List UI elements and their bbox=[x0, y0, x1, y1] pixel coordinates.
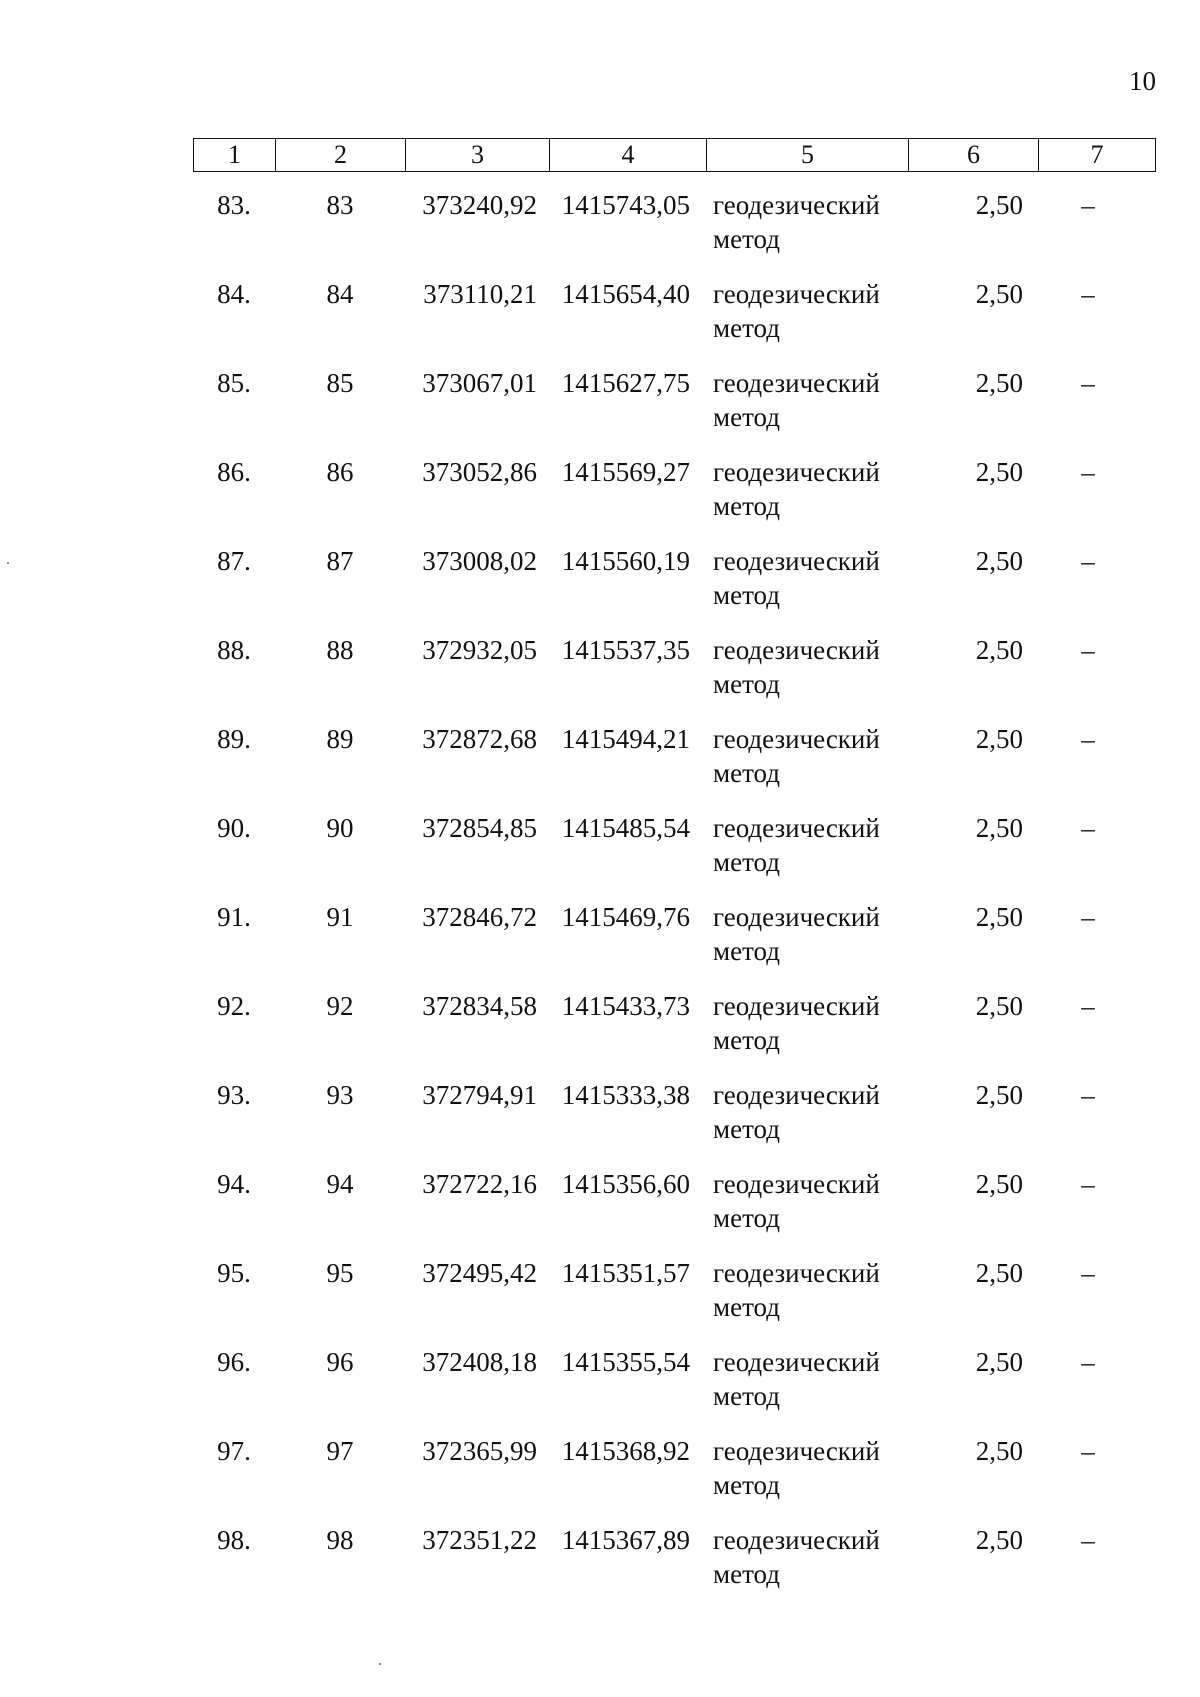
note: – bbox=[1081, 1169, 1095, 1199]
point-number: 83 bbox=[326, 190, 354, 220]
coordinate-x: 373240,92 bbox=[422, 190, 537, 220]
coordinate-x: 373052,86 bbox=[422, 457, 537, 487]
row-number: 88. bbox=[217, 635, 251, 665]
error-value: 2,50 bbox=[975, 1436, 1023, 1466]
row-number: 86. bbox=[217, 457, 251, 487]
table-row bbox=[193, 989, 1155, 1078]
coordinate-y: 1415333,38 bbox=[561, 1080, 690, 1110]
coordinate-y: 1415355,54 bbox=[561, 1347, 690, 1377]
error-value: 2,50 bbox=[975, 279, 1023, 309]
coordinate-x: 372495,42 bbox=[422, 1258, 537, 1288]
table-row bbox=[193, 1434, 1155, 1523]
error-value: 2,50 bbox=[975, 457, 1023, 487]
coordinate-y: 1415367,89 bbox=[561, 1525, 690, 1555]
row-number: 93. bbox=[217, 1080, 251, 1110]
row-number: 85. bbox=[217, 368, 251, 398]
error-value: 2,50 bbox=[975, 991, 1023, 1021]
point-number: 93 bbox=[326, 1080, 354, 1110]
coordinate-x: 372846,72 bbox=[422, 902, 537, 932]
coordinate-x: 372872,68 bbox=[422, 724, 537, 754]
coordinate-x: 373008,02 bbox=[422, 546, 537, 576]
coordinate-x: 372794,91 bbox=[422, 1080, 537, 1110]
coordinate-x: 372351,22 bbox=[422, 1525, 537, 1555]
table-row bbox=[193, 188, 1155, 277]
error-value: 2,50 bbox=[975, 635, 1023, 665]
note: – bbox=[1081, 1436, 1095, 1466]
coordinate-y: 1415368,92 bbox=[561, 1436, 690, 1466]
note: – bbox=[1081, 902, 1095, 932]
method: геодезический метод bbox=[713, 1347, 880, 1411]
coordinate-y: 1415560,19 bbox=[561, 546, 690, 576]
table-row bbox=[193, 455, 1155, 544]
coordinate-x: 372722,16 bbox=[422, 1169, 537, 1199]
error-value: 2,50 bbox=[975, 546, 1023, 576]
note: – bbox=[1081, 1347, 1095, 1377]
point-number: 89 bbox=[326, 724, 354, 754]
row-number: 89. bbox=[217, 724, 251, 754]
row-number: 83. bbox=[217, 190, 251, 220]
row-number: 87. bbox=[217, 546, 251, 576]
point-number: 84 bbox=[326, 279, 354, 309]
coordinate-x: 373110,21 bbox=[423, 279, 537, 309]
coordinate-y: 1415351,57 bbox=[561, 1258, 690, 1288]
method: геодезический метод bbox=[713, 1258, 880, 1322]
coordinate-x: 373067,01 bbox=[422, 368, 537, 398]
method: геодезический метод bbox=[713, 190, 880, 254]
table-row bbox=[193, 1078, 1155, 1167]
coordinate-y: 1415469,76 bbox=[561, 902, 690, 932]
method: геодезический метод bbox=[713, 635, 880, 699]
coordinate-y: 1415627,75 bbox=[561, 368, 690, 398]
note: – bbox=[1081, 1080, 1095, 1110]
note: – bbox=[1081, 724, 1095, 754]
row-number: 96. bbox=[217, 1347, 251, 1377]
point-number: 90 bbox=[326, 813, 354, 843]
coordinate-x: 372365,99 bbox=[422, 1436, 537, 1466]
header-col-6: 6 bbox=[909, 139, 1039, 172]
coordinates-table-body bbox=[193, 188, 1155, 1612]
method: геодезический метод bbox=[713, 279, 880, 343]
method: геодезический метод bbox=[713, 1525, 880, 1589]
row-number: 95. bbox=[217, 1258, 251, 1288]
coordinate-x: 372932,05 bbox=[422, 635, 537, 665]
table-row bbox=[193, 366, 1155, 455]
error-value: 2,50 bbox=[975, 902, 1023, 932]
scan-speck bbox=[7, 562, 9, 564]
table-row bbox=[193, 900, 1155, 989]
point-number: 96 bbox=[326, 1347, 354, 1377]
point-number: 95 bbox=[326, 1258, 354, 1288]
note: – bbox=[1081, 635, 1095, 665]
note: – bbox=[1081, 368, 1095, 398]
method: геодезический метод bbox=[713, 1169, 880, 1233]
header-col-2: 2 bbox=[276, 139, 406, 172]
error-value: 2,50 bbox=[975, 1169, 1023, 1199]
coordinate-x: 372834,58 bbox=[422, 991, 537, 1021]
method: геодезический метод bbox=[713, 813, 880, 877]
row-number: 94. bbox=[217, 1169, 251, 1199]
table-row bbox=[193, 1167, 1155, 1256]
row-number: 90. bbox=[217, 813, 251, 843]
error-value: 2,50 bbox=[975, 813, 1023, 843]
point-number: 94 bbox=[326, 1169, 354, 1199]
row-number: 91. bbox=[217, 902, 251, 932]
error-value: 2,50 bbox=[975, 1525, 1023, 1555]
note: – bbox=[1081, 190, 1095, 220]
header-col-7: 7 bbox=[1039, 139, 1156, 172]
point-number: 88 bbox=[326, 635, 354, 665]
method: геодезический метод bbox=[713, 457, 880, 521]
header-col-3: 3 bbox=[406, 139, 550, 172]
point-number: 91 bbox=[326, 902, 354, 932]
coordinate-y: 1415485,54 bbox=[561, 813, 690, 843]
table-row bbox=[193, 633, 1155, 722]
note: – bbox=[1081, 279, 1095, 309]
table-row bbox=[193, 277, 1155, 366]
coordinate-x: 372854,85 bbox=[422, 813, 537, 843]
coordinate-y: 1415537,35 bbox=[561, 635, 690, 665]
method: геодезический метод bbox=[713, 991, 880, 1055]
row-number: 84. bbox=[217, 279, 251, 309]
method: геодезический метод bbox=[713, 724, 880, 788]
column-number-header bbox=[193, 138, 1156, 172]
page-number: 10 bbox=[1129, 66, 1156, 96]
table-row bbox=[193, 1345, 1155, 1434]
point-number: 98 bbox=[326, 1525, 354, 1555]
table-row bbox=[193, 1523, 1155, 1612]
note: – bbox=[1081, 457, 1095, 487]
coordinate-y: 1415654,40 bbox=[561, 279, 690, 309]
error-value: 2,50 bbox=[975, 724, 1023, 754]
method: геодезический метод bbox=[713, 902, 880, 966]
coordinate-y: 1415743,05 bbox=[561, 190, 690, 220]
point-number: 97 bbox=[326, 1436, 354, 1466]
note: – bbox=[1081, 546, 1095, 576]
method: геодезический метод bbox=[713, 368, 880, 432]
header-row bbox=[194, 139, 1156, 172]
note: – bbox=[1081, 1525, 1095, 1555]
point-number: 86 bbox=[326, 457, 354, 487]
error-value: 2,50 bbox=[975, 190, 1023, 220]
error-value: 2,50 bbox=[975, 1347, 1023, 1377]
note: – bbox=[1081, 813, 1095, 843]
coordinate-y: 1415433,73 bbox=[561, 991, 690, 1021]
row-number: 98. bbox=[217, 1525, 251, 1555]
point-number: 92 bbox=[326, 991, 354, 1021]
error-value: 2,50 bbox=[975, 1080, 1023, 1110]
header-col-5: 5 bbox=[707, 139, 909, 172]
note: – bbox=[1081, 991, 1095, 1021]
note: – bbox=[1081, 1258, 1095, 1288]
point-number: 87 bbox=[326, 546, 354, 576]
table-row bbox=[193, 544, 1155, 633]
point-number: 85 bbox=[326, 368, 354, 398]
method: геодезический метод bbox=[713, 1080, 880, 1144]
header-col-4: 4 bbox=[550, 139, 707, 172]
coordinate-y: 1415494,21 bbox=[561, 724, 690, 754]
table-row bbox=[193, 1256, 1155, 1345]
method: геодезический метод bbox=[713, 1436, 880, 1500]
table-row bbox=[193, 811, 1155, 900]
header-col-1: 1 bbox=[194, 139, 276, 172]
row-number: 92. bbox=[217, 991, 251, 1021]
coordinate-y: 1415569,27 bbox=[561, 457, 690, 487]
coordinate-y: 1415356,60 bbox=[561, 1169, 690, 1199]
table-row bbox=[193, 722, 1155, 811]
row-number: 97. bbox=[217, 1436, 251, 1466]
error-value: 2,50 bbox=[975, 1258, 1023, 1288]
scan-speck bbox=[379, 1663, 381, 1665]
coordinate-x: 372408,18 bbox=[422, 1347, 537, 1377]
method: геодезический метод bbox=[713, 546, 880, 610]
error-value: 2,50 bbox=[975, 368, 1023, 398]
